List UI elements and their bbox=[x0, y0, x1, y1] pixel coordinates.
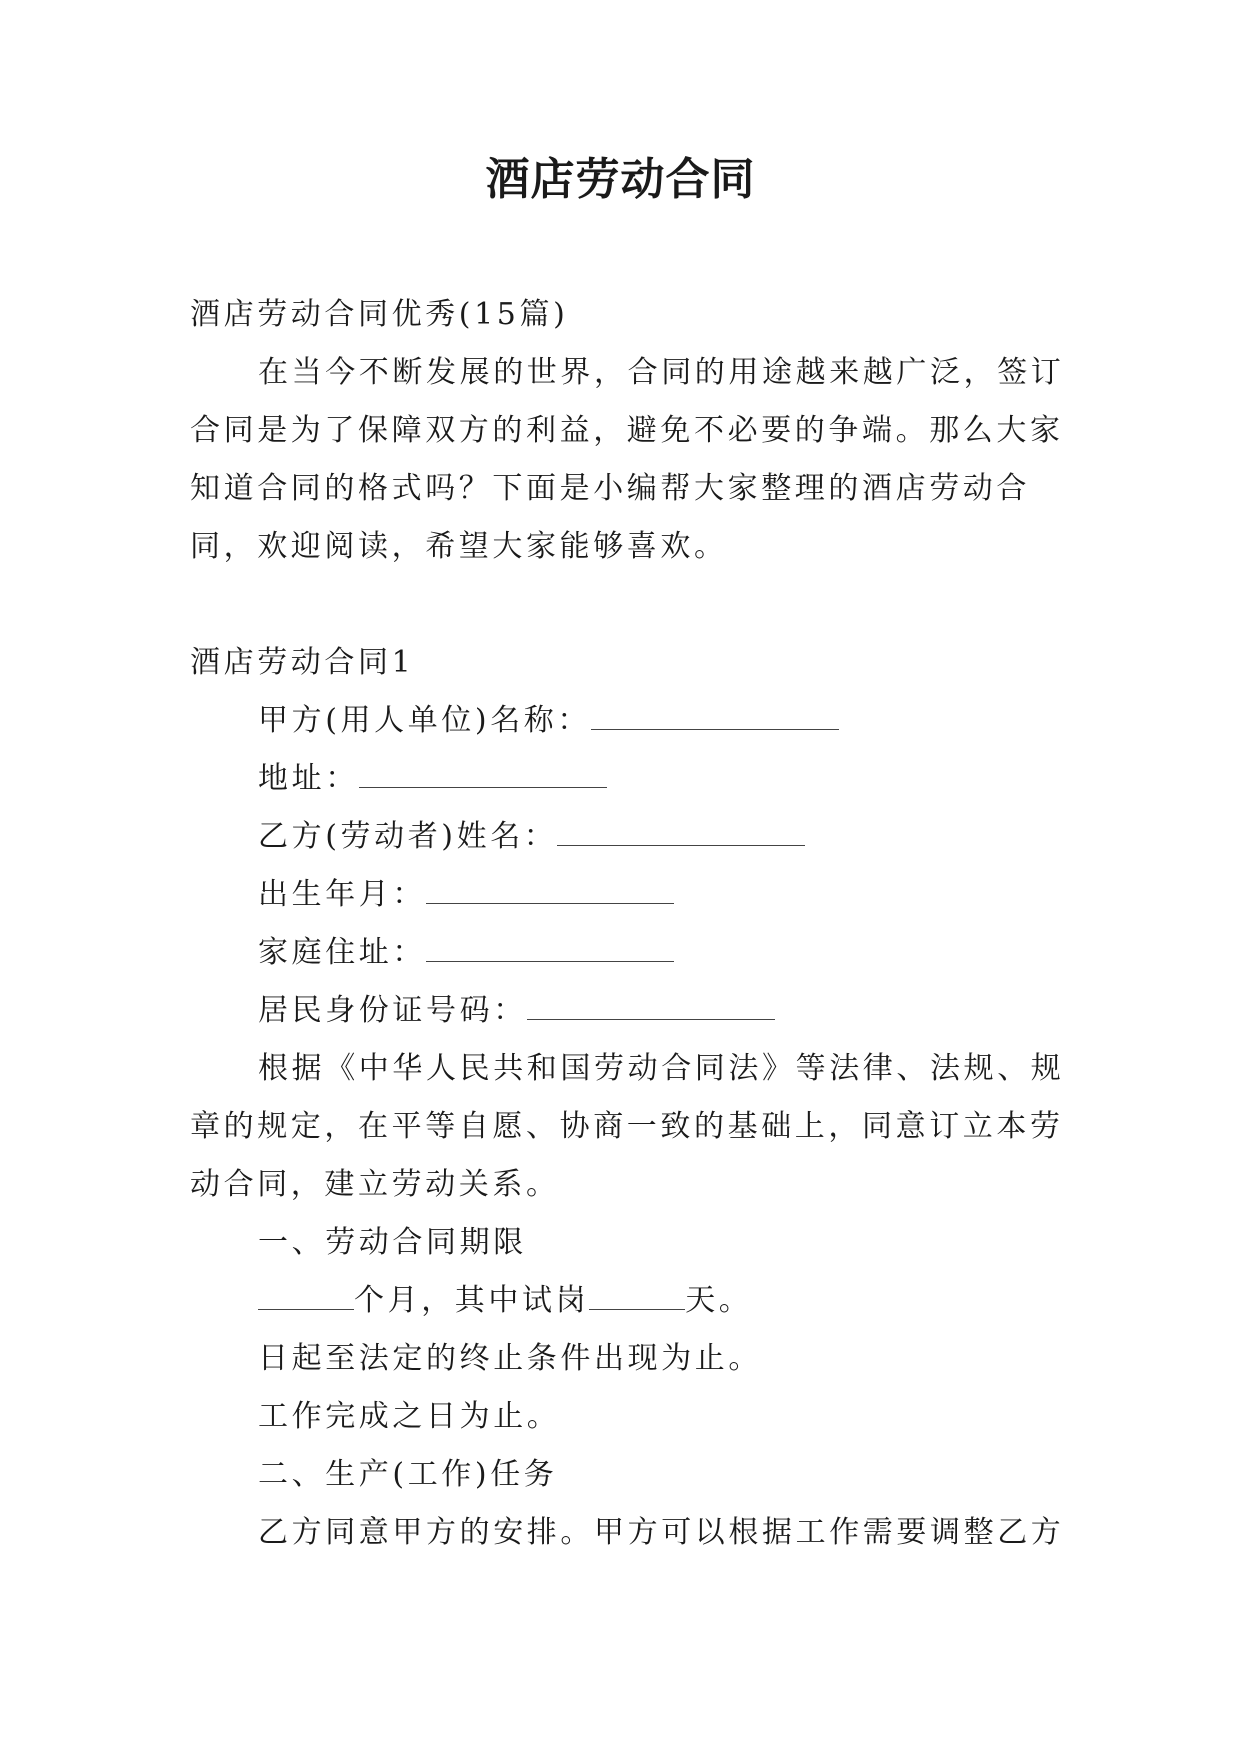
document-title: 酒店劳动合同 bbox=[485, 154, 756, 205]
blank-underline bbox=[258, 1283, 354, 1310]
field-label: 家庭住址： bbox=[258, 935, 426, 970]
clause-1-heading: 一、劳动合同期限 bbox=[258, 1225, 527, 1260]
term-months-text: 个月，其中试岗 bbox=[354, 1283, 590, 1318]
blank-underline bbox=[591, 703, 839, 730]
field-label: 居民身份证号码： bbox=[258, 993, 527, 1028]
intro-line-1: 在当今不断发展的世界，合同的用途越来越广泛，签订 bbox=[258, 355, 1065, 390]
field-label: 乙方(劳动者)姓名： bbox=[258, 819, 558, 854]
blank-underline bbox=[426, 877, 674, 904]
field-label: 出生年月： bbox=[258, 877, 426, 912]
field-party-b-name bbox=[190, 808, 1060, 866]
field-home-address bbox=[190, 924, 1060, 982]
blank-underline bbox=[426, 935, 674, 962]
field-birth bbox=[190, 866, 1060, 924]
clause-1-legal-line: 日起至法定的终止条件出现为止。 bbox=[258, 1341, 762, 1376]
clause-1-term-line bbox=[190, 1272, 1060, 1330]
blank-underline bbox=[589, 1283, 685, 1310]
blank-underline bbox=[557, 819, 805, 846]
field-label: 甲方(用人单位)名称： bbox=[258, 703, 592, 738]
blank-underline bbox=[359, 761, 607, 788]
field-id-number bbox=[190, 982, 1060, 1040]
section-heading: 酒店劳动合同1 bbox=[190, 645, 415, 680]
clause-1-work-line: 工作完成之日为止。 bbox=[258, 1399, 561, 1434]
document-body bbox=[190, 286, 1065, 1562]
field-address bbox=[190, 750, 1060, 808]
paragraph-gap bbox=[190, 576, 1060, 634]
term-days-text: 天。 bbox=[685, 1283, 753, 1318]
basis-line-2: 章的规定，在平等自愿、协商一致的基础上，同意订立本劳 bbox=[190, 1109, 1064, 1144]
intro-line-4: 同，欢迎阅读，希望大家能够喜欢。 bbox=[190, 529, 728, 564]
basis-line-1: 根据《中华人民共和国劳动合同法》等法律、法规、规 bbox=[258, 1051, 1065, 1086]
clause-2-heading: 二、生产(工作)任务 bbox=[258, 1457, 558, 1492]
document-subtitle: 酒店劳动合同优秀(15篇) bbox=[190, 297, 569, 332]
intro-line-3: 知道合同的格式吗？下面是小编帮大家整理的酒店劳动合 bbox=[190, 471, 1030, 506]
intro-line-2: 合同是为了保障双方的利益，避免不必要的争端。那么大家 bbox=[190, 413, 1064, 448]
blank-underline bbox=[527, 993, 775, 1020]
basis-line-3: 动合同，建立劳动关系。 bbox=[190, 1167, 560, 1202]
field-party-a-name bbox=[190, 692, 1060, 750]
field-label: 地址： bbox=[258, 761, 359, 796]
clause-2-line-1: 乙方同意甲方的安排。甲方可以根据工作需要调整乙方 bbox=[258, 1515, 1065, 1550]
